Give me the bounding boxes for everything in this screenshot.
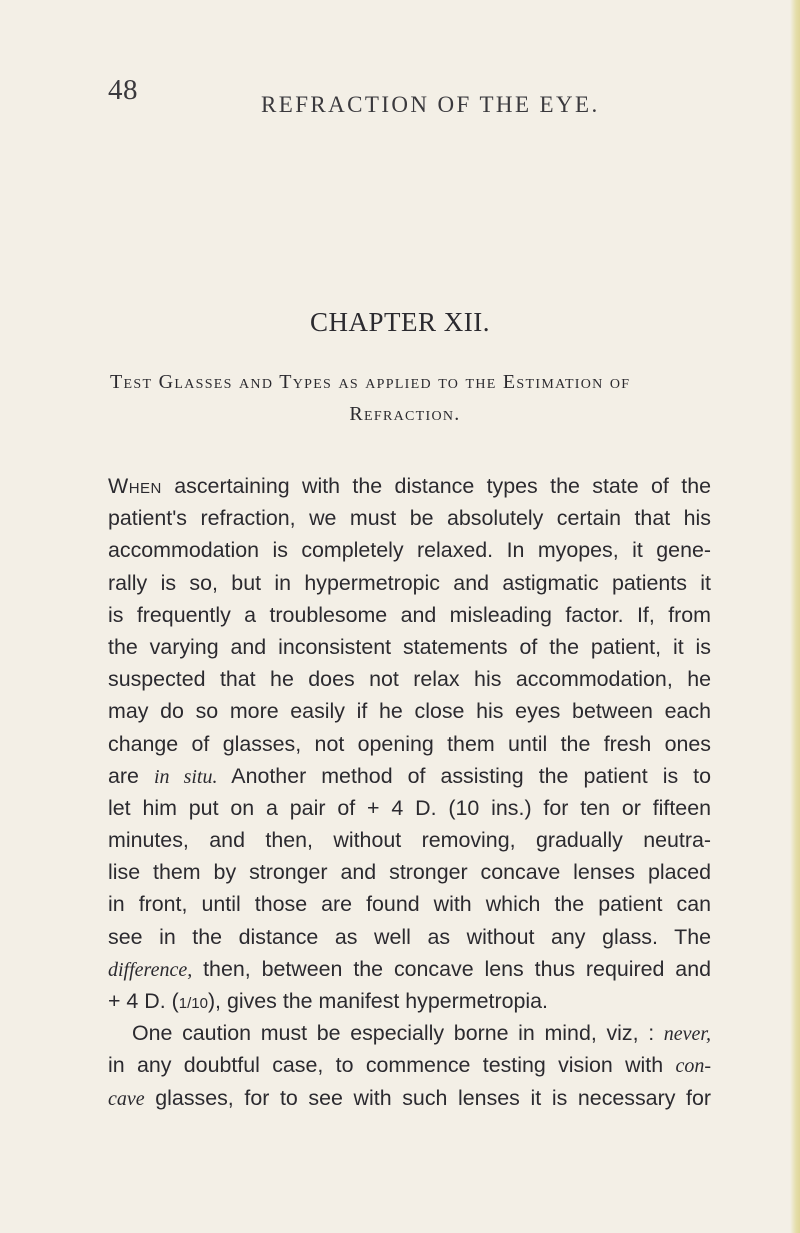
text-line-frac: 1/10 [178,995,208,1012]
text-line-text: the varying and inconsistent statements of the patient, it is [108,634,711,659]
text-line-text: lise them by stronger and stronger concave lenses placed [108,860,711,885]
page-number: 48 [108,74,138,106]
text-line-pre: One caution must be especially borne in mind, viz, : [132,1021,664,1046]
text-line-post: ), gives the manifest hypermetropia. [207,989,548,1013]
text-line-text: rally is so, but in hypermetropic and astigmatic patients it [108,570,711,595]
text-line-text: ascertaining with the distance types the state of the [161,474,711,498]
text-line [108,1082,711,1114]
text-line-post: Another method of assisting the patient is to [217,763,711,788]
text-line-text: let him put on a pair of + 4 D. (10 ins.) for ten or fifteen [108,795,711,820]
text-line [108,663,711,695]
text-line [108,695,711,727]
text-line-italic: cave [108,1087,145,1110]
text-line [108,921,711,953]
text-line [108,470,711,502]
text-line-text: see in the distance as well as without any glass. The [108,924,711,949]
text-line-italic: in situ. [153,765,218,788]
text-line [108,888,711,920]
text-line [108,985,711,1017]
text-line [108,1049,711,1081]
text-line-italic: difference, [108,958,193,981]
text-line [108,728,711,760]
text-line [108,534,711,566]
text-line-post: glasses, for to see with such lenses it is necessary for [144,1085,711,1110]
text-line-pre: are [108,763,154,788]
section-title [110,366,720,430]
text-line-italic: never, [663,1023,711,1046]
text-line-text: suspected that he does not relax his accommodation, he [108,667,711,692]
body-text [108,470,711,1114]
chapter-heading: CHAPTER XII. [310,307,490,337]
text-line-text: accommodation is completely relaxed. In myopes, it gene- [108,538,711,563]
text-line-text: patient's refraction, we must be absolutely certain that his [108,506,711,531]
page-edge [790,0,800,1233]
text-line [108,953,711,985]
text-line-lead: When [108,474,162,498]
text-line-text: minutes, and then, without removing, gradually neutra- [108,828,711,853]
text-line-pre: + 4 D. ( [108,989,179,1013]
running-head: REFRACTION OF THE EYE. [261,92,600,117]
section-title-line-2: Refraction. [349,403,461,425]
text-line [108,631,711,663]
text-line [108,567,711,599]
text-line [108,824,711,856]
text-line [108,599,711,631]
text-line [108,760,711,792]
text-line-text: is frequently a troublesome and misleading factor. If, from [108,602,711,627]
text-line-post: then, between the concave lens thus required and [192,956,711,981]
text-line-pre: in any doubtful case, to commence testing vision with [108,1053,676,1078]
section-title-line-1: Test Glasses and Types as applied to the Estimation of [110,371,631,393]
text-line-italic: con- [675,1055,711,1078]
text-line [108,1017,711,1049]
text-line-text: may do so more easily if he close his eyes between each [108,699,711,724]
text-line [108,856,711,888]
text-line [108,792,711,824]
text-line-text: in front, until those are found with which the patient can [108,892,711,917]
text-line-text: change of glasses, not opening them until the fresh ones [108,731,711,756]
text-line [108,502,711,534]
